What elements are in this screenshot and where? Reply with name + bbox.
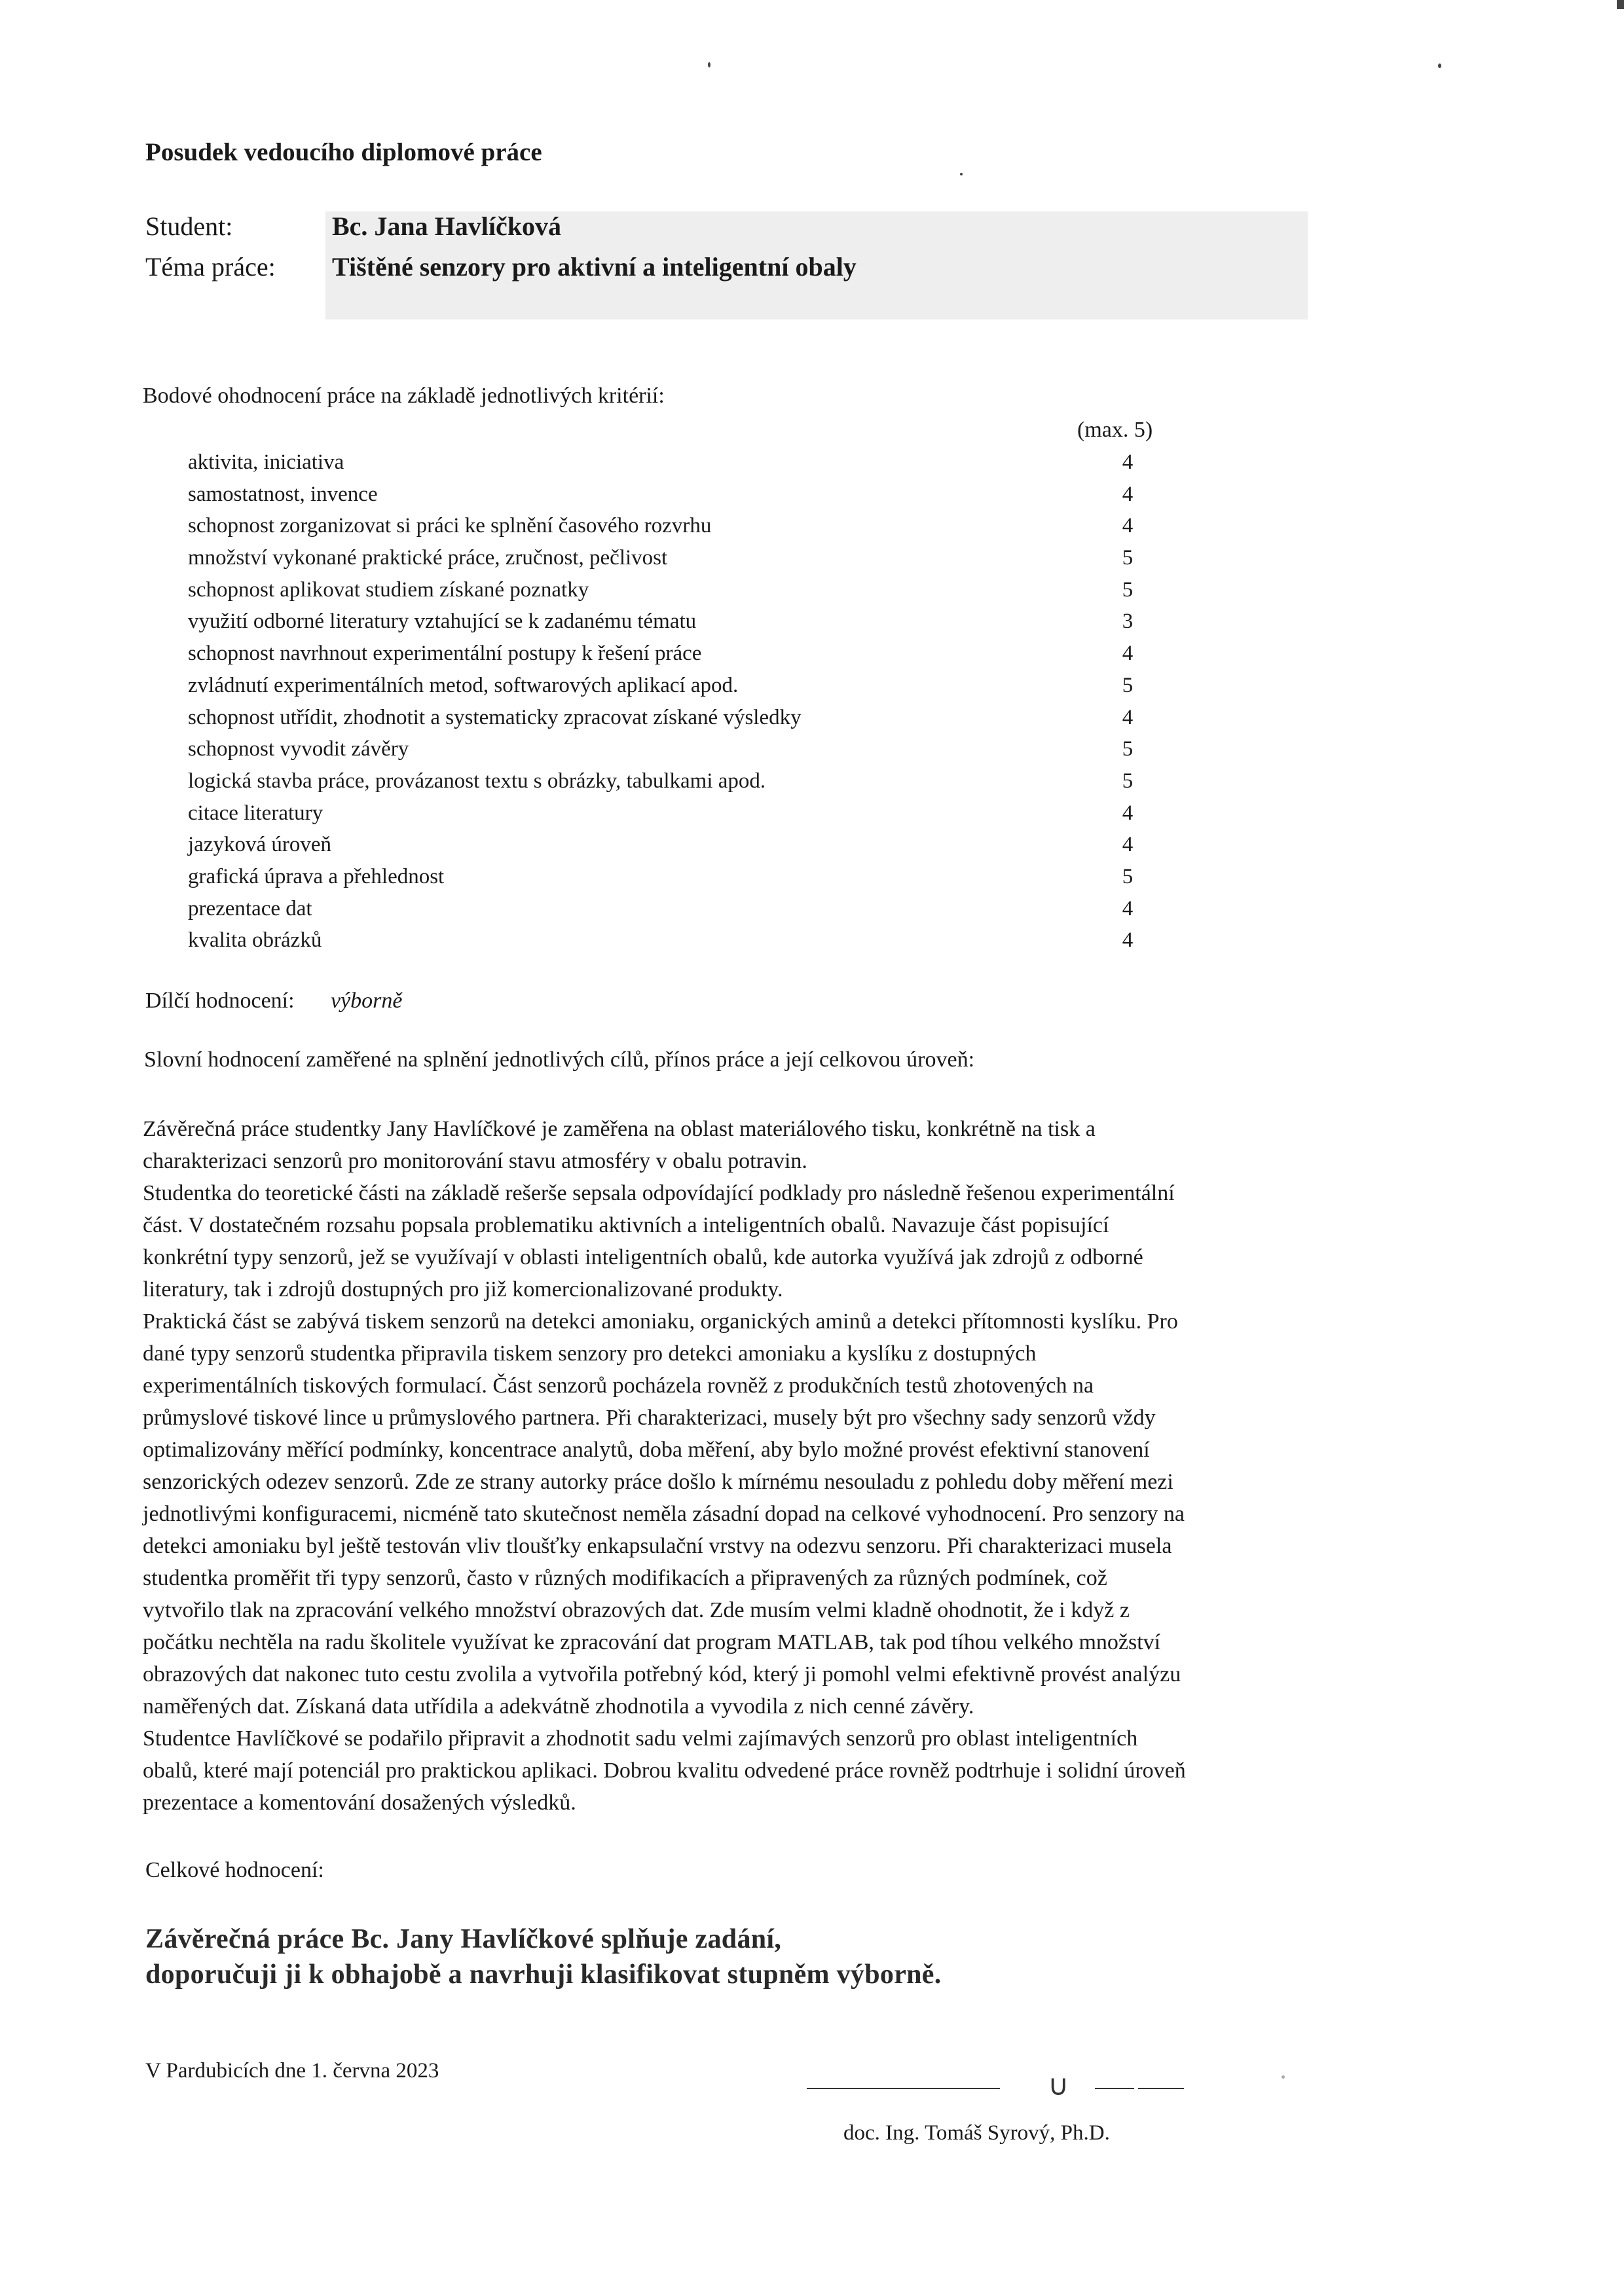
criterion-name: zvládnutí experimentálních metod, softwarových aplikací apod. (188, 673, 739, 697)
criterion-row (188, 574, 1157, 606)
text-line: Studentka do teoretické části na základě rešerše sepsala odpovídající podklady pro následně řešenou experimentální (143, 1181, 1175, 1205)
criterion-score: 5 (1122, 673, 1134, 697)
criterion-name: logická stavba práce, provázanost textu s obrázky, tabulkami apod. (188, 769, 766, 793)
criteria-list (188, 446, 1157, 957)
criterion-score: 4 (1122, 896, 1134, 920)
criterion-row (188, 861, 1157, 893)
text-line: detekci amoniaku byl ještě testován vliv tloušťky enkapsulační vrstvy na odezvu senzoru. Při charakterizaci musela (143, 1534, 1172, 1558)
text-line: naměřených dat. Získaná data utřídila a adekvátně zhodnotila a vyvodila z nich cenné závěry. (143, 1694, 974, 1719)
text-line: Praktická část se zabývá tiskem senzorů na detekci amoniaku, organických aminů a detekci přítomnosti kyslíku. Pro (143, 1309, 1178, 1334)
criterion-name: schopnost vyvodit závěry (188, 737, 409, 761)
text-line: průmyslové tiskové lince u průmyslového partnera. Při charakterizaci, musely být pro všechny sady senzorů vždy (143, 1406, 1156, 1430)
text-line: počátku nechtěla na radu školitele využívat ke zpracování dat program MATLAB, tak pod tíhou velkého množství (143, 1630, 1161, 1654)
text-line: obrazových dat nakonec tuto cestu zvolila a vytvořila potřebný kód, který ji pomohl velmi efektivně provést analýzu (143, 1662, 1181, 1686)
verbal-evaluation-text (143, 1113, 1315, 1819)
topic-label: Téma práce: (145, 252, 276, 282)
text-line: Studentce Havlíčkové se podařilo připravit a zhodnotit sadu velmi zajímavých senzorů pro oblast inteligentních (143, 1726, 1138, 1751)
criterion-score: 5 (1122, 769, 1134, 793)
scan-speck (1438, 64, 1441, 68)
criterion-row (188, 446, 1157, 479)
max-score-label: (max. 5) (1077, 418, 1153, 442)
criterion-score: 4 (1122, 928, 1134, 953)
text-line: prezentace a komentování dosažených výsledků. (143, 1791, 576, 1815)
text-line: experimentálních tiskových formulací. Část senzorů pocházela rovněž z produkčních testů zhotovených na (143, 1374, 1094, 1398)
criterion-row (188, 479, 1157, 511)
criterion-score: 5 (1122, 864, 1134, 888)
criterion-name: prezentace dat (188, 896, 312, 920)
text-line: senzorických odezev senzorů. Zde ze strany autorky práce došlo k mírnému nesouladu z pohledu doby měření mezi (143, 1470, 1173, 1494)
criterion-name: grafická úprava a přehlednost (188, 864, 445, 888)
scan-speck (960, 173, 963, 175)
text-line: optimalizovány měřící podmínky, koncentrace analytů, doba měření, aby bylo možné provést efektivní stanovení (143, 1438, 1150, 1462)
scan-speck (708, 62, 710, 67)
criterion-row (188, 542, 1157, 574)
criterion-row (188, 606, 1157, 638)
signer-name: doc. Ing. Tomáš Syrový, Ph.D. (843, 2121, 1110, 2145)
criterion-name: využití odborné literatury vztahující se k zadanému tématu (188, 610, 697, 634)
criterion-row (188, 924, 1157, 957)
criterion-name: schopnost utřídit, zhodnotit a systematicky zpracovat získané výsledky (188, 705, 802, 729)
scan-speck (1282, 2075, 1285, 2079)
overall-evaluation-statement (145, 1922, 942, 1992)
text-line: studentka proměřit tři typy senzorů, často v různých modifikacích a připravených za různých podmínek, což (143, 1566, 1107, 1590)
criterion-name: schopnost aplikovat studiem získané poznatky (188, 577, 589, 602)
topic-value: Tištěné senzory pro aktivní a inteligentní obaly (332, 252, 857, 282)
criterion-row (188, 893, 1157, 925)
criterion-row (188, 510, 1157, 542)
criterion-name: množství vykonané praktické práce, zručnost, pečlivost (188, 546, 668, 570)
verbal-evaluation-label: Slovní hodnocení zaměřené na splnění jednotlivých cílů, přínos práce a její celkovou úroveň: (144, 1048, 975, 1072)
overall-line-1: Závěrečná práce Bc. Jany Havlíčkové splňuje zadání, (145, 1924, 782, 1954)
criteria-intro: Bodové ohodnocení práce na základě jednotlivých kritérií: (143, 384, 665, 408)
partial-evaluation-value: výborně (331, 989, 403, 1013)
text-line: konkrétní typy senzorů, jež se využívají v oblasti inteligentních obalů, kde autorka využívá jak zdrojů z odborné (143, 1245, 1143, 1269)
text-line: charakterizaci senzorů pro monitorování stavu atmosféry v obalu potravin. (143, 1149, 807, 1173)
partial-evaluation-label: Dílčí hodnocení: (145, 989, 295, 1013)
criterion-row (188, 765, 1157, 797)
criterion-score: 4 (1122, 833, 1134, 857)
criterion-score: 4 (1122, 450, 1134, 474)
document-title: Posudek vedoucího diplomové práce (145, 138, 542, 166)
criterion-name: citace literatury (188, 801, 323, 825)
text-line: literatury, tak i zdrojů dostupných pro již komercionalizované produkty. (143, 1277, 783, 1302)
criterion-score: 5 (1122, 737, 1134, 761)
signature-mark: ∪ (1048, 2069, 1069, 2102)
text-line: část. V dostatečném rozsahu popsala problematiku aktivních a inteligentních obalů. Navazuje část popisující (143, 1213, 1109, 1237)
signature-line-left (807, 2088, 1000, 2089)
criterion-name: aktivita, iniciativa (188, 450, 344, 474)
criterion-score: 5 (1122, 577, 1134, 602)
criterion-name: samostatnost, invence (188, 482, 378, 506)
criterion-score: 3 (1122, 610, 1134, 634)
overall-line-2: doporučuji ji k obhajobě a navrhuji klasifikovat stupněm výborně. (145, 1959, 942, 1990)
criterion-score: 4 (1122, 482, 1134, 506)
criterion-score: 4 (1122, 801, 1134, 825)
text-line: vytvořilo tlak na zpracování velkého množství obrazových dat. Zde musím velmi kladně ohodnotit, že i když z (143, 1598, 1130, 1622)
criterion-row (188, 733, 1157, 765)
criterion-row (188, 638, 1157, 670)
criterion-row (188, 797, 1157, 829)
scan-speck (1617, 0, 1624, 9)
criterion-name: schopnost zorganizovat si práci ke splnění časového rozvrhu (188, 514, 712, 538)
criterion-row (188, 829, 1157, 861)
criterion-score: 4 (1122, 514, 1134, 538)
criterion-row (188, 702, 1157, 734)
criterion-name: schopnost navrhnout experimentální postupy k řešení práce (188, 642, 702, 666)
criterion-name: kvalita obrázků (188, 928, 322, 953)
criterion-score: 4 (1122, 705, 1134, 729)
text-line: Závěrečná práce studentky Jany Havlíčkové je zaměřena na oblast materiálového tisku, konkrétně na tisk a (143, 1117, 1096, 1141)
place-and-date: V Pardubicích dne 1. června 2023 (145, 2059, 439, 2083)
signature-line-mid (1095, 2088, 1134, 2089)
text-line: jednotlivými konfiguracemi, nicméně tato skutečnost neměla zásadní dopad na celkové vyhodnocení. Pro senzory na (143, 1502, 1185, 1526)
student-name: Bc. Jana Havlíčková (332, 211, 562, 241)
criterion-name: jazyková úroveň (188, 833, 331, 857)
criterion-score: 4 (1122, 642, 1134, 666)
student-label: Student: (145, 211, 233, 241)
signature-line-right (1138, 2088, 1184, 2089)
text-line: obalů, které mají potenciál pro praktickou aplikaci. Dobrou kvalitu odvedené práce rovněž podtrhuje i solidní úroveň (143, 1758, 1186, 1783)
text-line: dané typy senzorů studentka připravila tiskem senzory pro detekci amoniaku a kyslíku z dostupných (143, 1341, 1037, 1366)
overall-evaluation-label: Celkové hodnocení: (145, 1858, 324, 1882)
criterion-row (188, 670, 1157, 702)
criterion-score: 5 (1122, 546, 1134, 570)
